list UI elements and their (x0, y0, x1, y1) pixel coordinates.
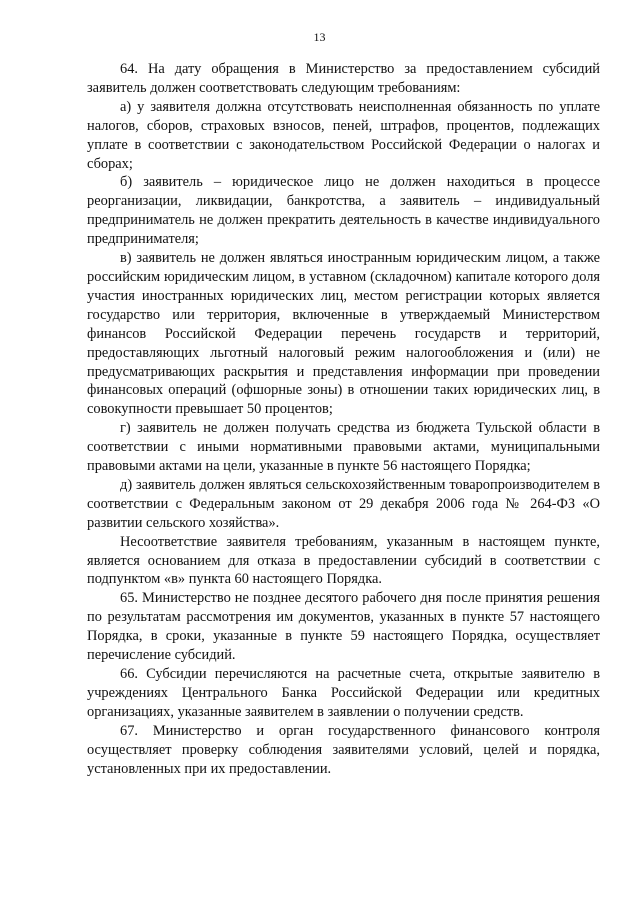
paragraph-64-noncompliance: Несоответствие заявителя требованиям, указанным в настоящем пункте, является основанием для отказа в предоставлении субсидий в соответствии с подпунктом «в» пункта 60 настоящего Порядка. (87, 533, 600, 588)
document-body (87, 60, 600, 778)
paragraph-64-v: в) заявитель не должен являться иностранным юридическим лицом, а также российским юридическим лицом, в уставном (складочном) капитале которого доля участия иностранных юридических лиц, местом регистрации которых является государство или территория, включенные в утверждаемый Министерством финансов Российской Федерации перечень государств и территорий, предоставляющих льготный налоговый режим налогообложения и (или) не предусматривающих раскрытия и представления информации при проведении финансовых операций (офшорные зоны) в отношении таких юридических лиц, в совокупности превышает 50 процентов; (87, 250, 600, 418)
paragraph-64-a: а) у заявителя должна отсутствовать неисполненная обязанность по уплате налогов, сборов, страховых взносов, пеней, штрафов, процентов, подлежащих уплате в соответствии с законодательством Российской Федерации о налогах и сборах; (87, 98, 600, 172)
paragraph-65: 65. Министерство не позднее десятого рабочего дня после принятия решения по результатам рассмотрения им документов, указанных в пункте 57 настоящего Порядка, в сроки, указанные в пункте 59 настоящего Порядка, осуществляет перечисление субсидий. (87, 590, 600, 664)
paragraph-64-g: г) заявитель не должен получать средства из бюджета Тульской области в соответствии с иными нормативными правовыми актами, муниципальными правовыми актами на цели, указанные в пункте 56 настоящего Порядка; (87, 420, 600, 475)
page-number: 13 (313, 30, 326, 44)
paragraph-64-b: б) заявитель – юридическое лицо не должен находиться в процессе реорганизации, ликвидации, банкротства, а заявитель – индивидуальный предприниматель не должен прекратить деятельность в качестве индивидуального предпринимателя; (87, 174, 600, 248)
paragraph-64-d: д) заявитель должен являться сельскохозяйственным товаропроизводителем в соответствии с Федеральным законом от 29 декабря 2006 года № 264-ФЗ «О развитии сельского хозяйства». (87, 476, 600, 531)
paragraph-67: 67. Министерство и орган государственного финансового контроля осуществляет проверку соблюдения заявителями условий, целей и порядка, установленных при их предоставлении. (87, 722, 600, 777)
paragraph-64-intro: 64. На дату обращения в Министерство за предоставлением субсидий заявитель должен соответствовать следующим требованиям: (87, 61, 600, 96)
paragraph-66: 66. Субсидии перечисляются на расчетные счета, открытые заявителю в учреждениях Центрального Банка Российской Федерации или кредитных организациях, указанные заявителем в заявлении о получении средств. (87, 666, 600, 720)
